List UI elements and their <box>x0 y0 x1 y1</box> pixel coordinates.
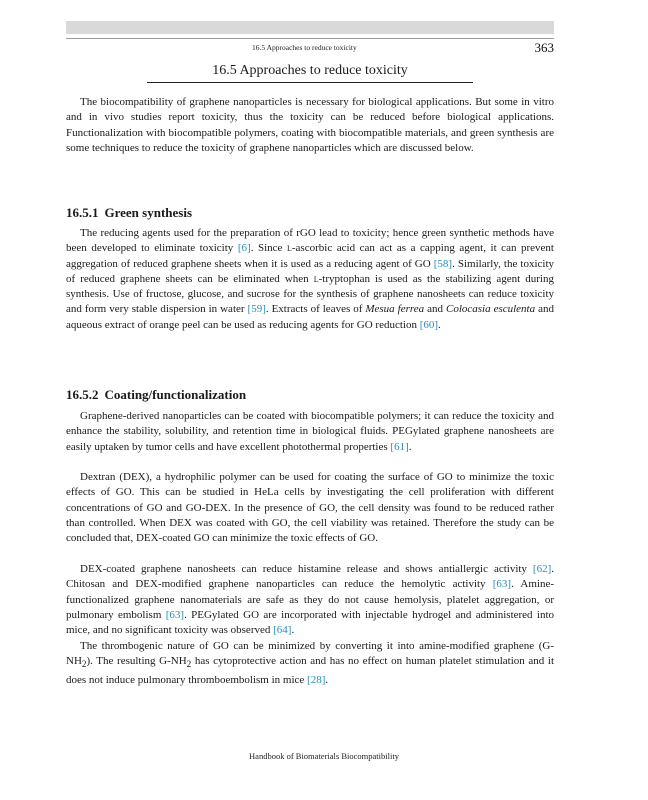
subsection-heading-coating <box>66 387 246 403</box>
reference-link[interactable]: [63] <box>492 578 512 591</box>
subsection-heading-green-synthesis <box>66 205 192 221</box>
reference-link[interactable]: [58] <box>433 257 453 270</box>
coating-paragraph-3: DEX-coated graphene nanosheets can reduce histamine release and shows antiallergic activity [62]. Chitosan and DEX-modified graphene nanoparticles can reduce the hemolytic activity [63]. Amine-functionalized graphene nanomaterials are safe as they do not cause hemolysis, platelet aggregation, or pulmonary embolism [63]. PEGylated GO are incorporated with injectable hydrogel and administered into mice, and no significant toxicity was observed [64]. <box>66 563 555 637</box>
coating-paragraph-4: The thrombogenic nature of GO can be minimized by converting it into amine-modified graphene $(G-NH_2)$. The resulting $G-NH_2$ has cytoprotective action and has no effect on human platelet stimulation and it does not induce pulmonary thromboembolism in mice [28]. <box>66 640 554 686</box>
top-bar <box>66 21 554 34</box>
coating-paragraph-2: Dextran (DEX), a hydrophilic polymer can be used for coating the surface of GO to minimize the toxic effects of GO. This can be studied in HeLa cells by investigating the cell proliferation with different concentrations of GO and GO-DEX. In the presence of GO, the cell density was found to be reduced rather than controlled. When DEX was coated with GO, the cell viability was retained. Therefore the study can be concluded that, DEX-coated GO can minimize the toxic effects of GO. <box>66 471 554 545</box>
reference-link[interactable]: [62] <box>532 563 552 575</box>
intro-paragraph: The biocompatibility of graphene nanoparticles is necessary for biological applications. But some in vitro and in vivo studies report toxicity, thus the toxicity can be reduced before biological applications. Functionalization with biocompatible polymers, coating with biocompatible materials, and green synthesis are some techniques to reduce the toxicity of graphene nanoparticles which are discussed below. <box>66 96 554 154</box>
section-title: 16.5 Approaches to reduce toxicity <box>147 63 473 83</box>
running-header <box>66 38 554 56</box>
subsection-title: Coating/functionalization <box>104 387 247 402</box>
green-synthesis-paragraph: The reducing agents used for the preparation of rGO lead to toxicity; hence green synthetic methods have been developed to eliminate toxicity [6]. Since l-ascorbic acid can act as a capping agent, it can prevent aggregation of reduced graphene sheets when it is used as a reducing agent of GO [58]. Similarly, the toxicity of reduced graphene sheets can be eliminated when l-tryptophan is used as the stabilizing agent during synthesis. Use of fructose, glucose, and sucrose for the synthesis of graphene nanosheets can reduce toxicity and form very stable dispersion in water [59]. Extracts of leaves of Mesua ferrea and Colocasia esculenta and aqueous extract of orange peel can be used as reducing agents for GO reduction [60]. <box>66 227 554 331</box>
reference-link[interactable]: [6] <box>237 242 251 255</box>
subsection-title: Green synthesis <box>104 205 193 220</box>
reference-link[interactable]: [60] <box>419 318 439 331</box>
reference-link[interactable]: [63] <box>165 608 185 621</box>
reference-link[interactable]: [64] <box>273 624 292 637</box>
running-title: 16.5 Approaches to reduce toxicity <box>252 43 357 52</box>
subsection-number: 16.5.1 <box>66 205 99 220</box>
page-number: 363 <box>534 40 554 55</box>
reference-link[interactable]: [28] <box>307 673 326 686</box>
footer-book-title: Handbook of Biomaterials Biocompatibility <box>249 751 399 761</box>
reference-link[interactable]: [61] <box>390 440 409 453</box>
subsection-number: 16.5.2 <box>66 387 99 402</box>
coating-paragraph-1: Graphene-derived nanoparticles can be coated with biocompatible polymers; it can reduce the toxicity and enhance the stability, solubility, and retention time in biological fluids. PEGylated graphene nanosheets are easily uptaken by tumor cells and have excellent photothermal properties [61]. <box>66 410 554 453</box>
reference-link[interactable]: [59] <box>247 303 266 316</box>
